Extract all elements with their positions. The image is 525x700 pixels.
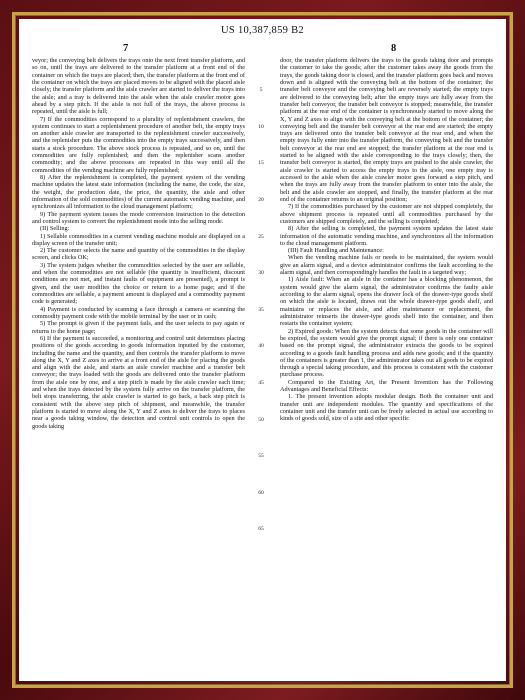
paragraph: 8) After the replenishment is completed, the payment system of the vending machine updates the latest state information (including the name, the code, the size, the weight, the production date, the price, the quantity, the aisle and other information of the sold commodities) of the current automatic vending machine, and synchronizes all information to the cloud management platform; [32, 174, 245, 211]
line-number: 5 [259, 87, 263, 94]
paragraph: (II) Selling: [40, 225, 70, 233]
line-number: 35 [258, 306, 264, 313]
paragraph: When the vending machine fails or needs to be maintained, the system would give an alarm signal, and a device administrator confirms the fault according to the alarm signal, and then correspondingly handles the fault in a targeted way; [280, 254, 493, 277]
line-number: 40 [258, 343, 264, 350]
line-number: 50 [258, 416, 264, 423]
paragraph: (III) Fault Handling and Maintenance: [288, 247, 384, 255]
paragraph: 8) After the selling is completed, the payment system updates the latest state information of the automatic vending machine, and synchronizes all the information to the cloud management platform. [280, 225, 493, 247]
line-number: 65 [258, 526, 264, 533]
patent-number: US 10,387,859 B2 [221, 25, 304, 36]
left-text-column [32, 57, 245, 430]
left-column-number: 7 [123, 43, 129, 54]
paragraph: 9) The payment system issues the mode conversion instruction to the detection and control system to convert the replenishment mode into the selling mode. [32, 210, 245, 225]
line-number: 25 [258, 233, 264, 240]
document-page [19, 19, 506, 681]
paragraph: door, the transfer platform delivers the trays to the goods taking door and prompts the customer to take the goods; after the customer takes away the goods from the trays, the goods taking door is closed, and the transfer platform goes back and moves down and is aligned with the conveying belt at the bottom of the container; the transfer belt conveyor and the conveying belt are reversely started; the empty trays are delivered to the conveying belt; after the empty trays are fully away from the transfer belt conveyor, the transfer belt conveyor is stopped; meanwhile, the transfer platform at the rear end of the container is synchronously started to move along the X, Y and Z axes to align with the conveying belt at the bottom of the container; the conveying belt and the transfer belt conveyor at the rear end are started; the empty trays are delivered onto the transfer belt conveyor at the rear end, and when the empty trays fully enter into the transfer platform, the conveying belt and the transfer belt conveyor at the rear end are stopped; the transfer platform at the rear end is started to be aligned with the aisle corresponding to the trays closely; then, the transfer belt conveyor is started, the empty trays are pushed to the aisle crawler, the aisle crawler is started to access the empty trays to the aisle, one empty tray is accessed to the aisle when the aisle crawler motor goes forward a step pitch, and when the trays are fully away from the transfer platform to enter into the aisle, the belt and the aisle crawler are stopped, and finally, the transfer platform at the rear end of the container returns to an original position; [280, 57, 493, 203]
line-number: 30 [258, 270, 264, 277]
line-number: 60 [258, 489, 264, 496]
paragraph: 3) The system judges whether the commodities selected by the user are sellable, and when the commodities are not sellable (the quantity is insufficient, discount conditions are not met, and instant faults of equipment are presented), a prompt is given, and the user modifies the choice or return to a home page; and if the commodities are sellable, a payment amount is displayed and a commodity payment code is generated; [32, 261, 245, 306]
line-number: 45 [258, 380, 264, 387]
paragraph: 2) Expired goods: When the system detects that some goods in the container will be expired, the system would give the prompt signal; if there is only one container based on the prompt signal, the administrator extracts the goods to be expired according to a goods fault handling process and adds new goods; and if the quantity of the containers is greater than 1, the administrator takes out all goods to be expired through a special taking procedure, and this process is consistent with the customer purchase process. [280, 327, 493, 379]
paragraph: 1. The present invention adopts modular design. Both the container unit and transfer unit are independent modules. The quantity and specifications of the container unit and the transfer unit can be freely selected in actual use according to kinds of goods sold, size of a site and other specific [280, 393, 493, 423]
right-column-number: 8 [391, 43, 397, 54]
paragraph: 4) Payment is conducted by scanning a face through a camera or scanning the commodity payment code with the mobile terminal by the user or in cash; [32, 305, 245, 320]
paragraph: veyor; the conveying belt delivers the trays onto the next front transfer platform, and so on, until the trays are delivered to the transfer platform at a front end of the container on which the trays are placed; then, the transfer platform at the front end of the container on which the trays are placed moves to be aligned with the placed aisle closely; the transfer platform and the aisle crawler are started to deliver the trays into the aisle; and a tray is delivered into the aisle when the aisle crawler motor goes ahead by a step pitch. If the aisle is not full of the trays, the above process is repeated, until the aisle is full; [32, 57, 245, 116]
paragraph: 7) If the commodities correspond to a plurality of replenishment crawlers, the system continues to start a replenishment procedure of another belt, the empty trays on another aisle crawler are transported to the replenishment crawler successively, and the replenisher puts the commodities into the empty trays successively, and then starts a stock procedure. The above stock process is repeated, and so on, until the commodities are fully replenished; and then the replenisher scans another commodity; and the above processes are repeated in this way until all the commodities of the vending machine are fully replenished; [32, 115, 245, 174]
line-number: 55 [258, 453, 264, 460]
right-text-column [280, 57, 493, 423]
paragraph: 1) Aisle fault: When an aisle in the container has a blocking phenomenon, the system would give the alarm signal, the administrator confirms the faulty aisle according to the alarm signal, opens the drawer lock of the drawer-type goods shelf on which the aisle is located, draws out the whole drawer-type goods shelf, and maintains or replaces the aisle, and after maintenance or replacement, the administrator reinserts the drawer-type goods shelf into the container, and then restarts the container system; [280, 276, 493, 328]
paragraph: 6) If the payment is succeeded, a monitoring and control unit determines placing positions of the goods according to goods information inputted by the customer, including the name and the quantity, and then controls the transfer platform to move along the X, Y and Z axes to arrive at a front end of the aisle for placing the goods and align with the aisle, and starts an aisle crawler machine and a transfer belt conveyor; the trays loaded with the goods are delivered onto the transfer platform from the aisle one by one, and a step pitch is made by the aisle crawler each time; and when the trays detected by the system fully arrive on the transfer platform, the belt stops transferring, the aisle crawler is started to go back, a back step pitch is consistent with the above step pitch of shipment, and meanwhile, the transfer platform is started to move along the X, Y and Z axes to deliver the trays to places near a goods taking window, the detection and control unit controls to open the goods taking [32, 334, 245, 430]
line-number: 10 [258, 123, 264, 130]
paragraph: 5) The prompt is given if the payment fails, and the user selects to pay again or returns to the home page; [32, 320, 245, 335]
line-number: 15 [258, 160, 264, 167]
paragraph: 7) If the commodities purchased by the customer are not shipped completely, the above shipment process is repeated until all commodities purchased by the customers are shipped completely, and the selling is completed; [280, 203, 493, 225]
paragraph: 2) The customer selects the name and quantity of the commodities in the display screen, and clicks OK; [32, 247, 245, 262]
paragraph: 1) Sellable commodities in a current vending machine module are displayed on a display screen of the transfer unit; [32, 232, 245, 247]
line-number: 20 [258, 197, 264, 204]
paragraph: Compared to the Existing Art, the Present Invention has the Following Advantages and Beneficial Effects: [280, 378, 493, 394]
